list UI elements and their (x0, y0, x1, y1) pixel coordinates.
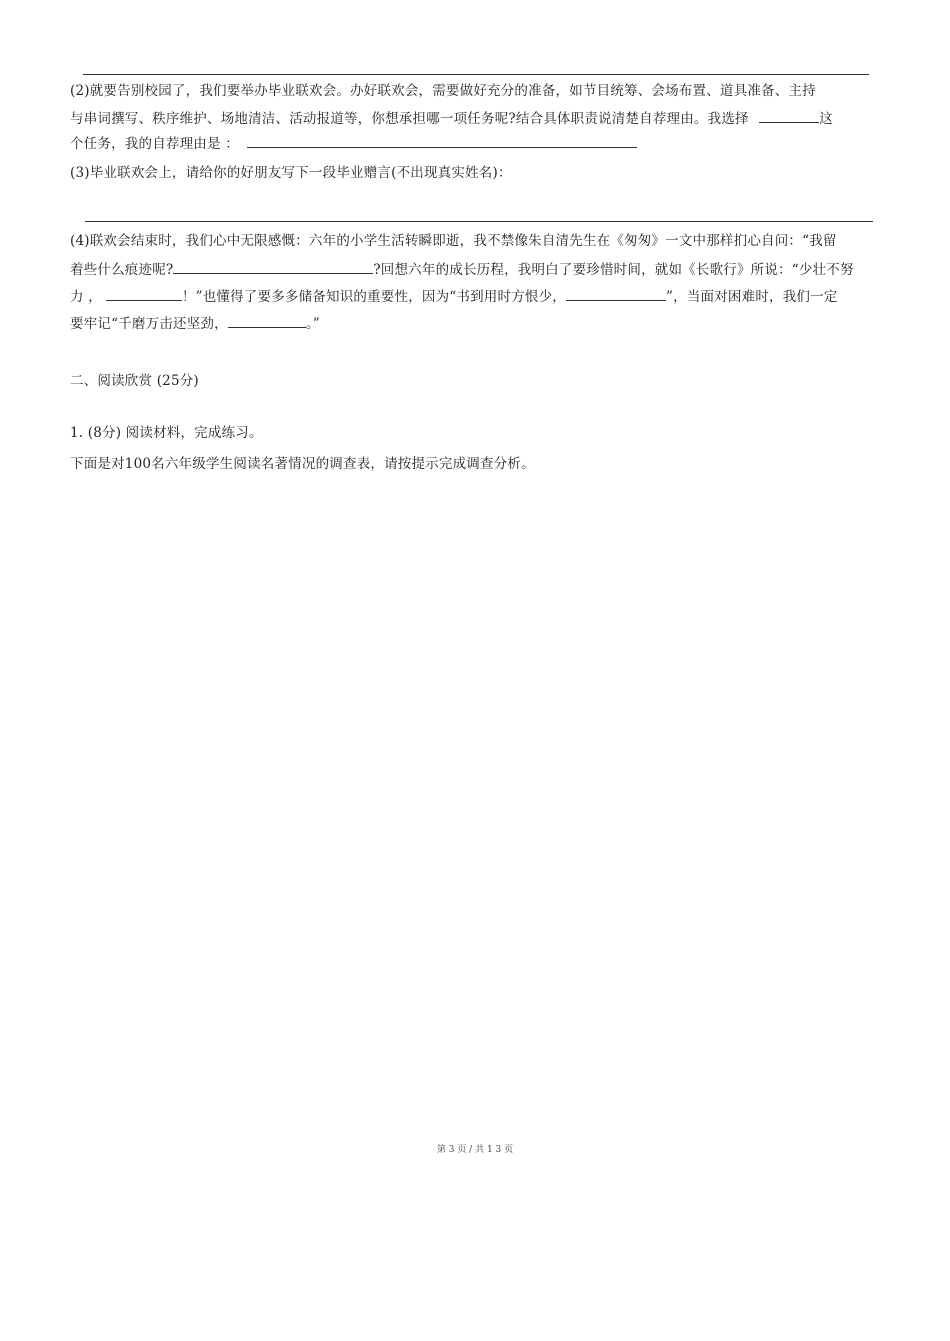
q3-line-1: (3)毕业联欢会上，请给你的好朋友写下一段毕业赠言(不出现真实姓名)： (70, 165, 512, 181)
q4-line-3-end: ”，当面对困难时，我们一定 (666, 289, 838, 305)
q2-line-2 (70, 108, 833, 128)
q4-line-1: (4)联欢会结束时，我们心中无限感慨：六年的小学生活转瞬即逝，我不禁像朱自清先生在《匆匆》一文中那样扪心自问：“我留 (70, 233, 837, 249)
q4-line-3-start: 力 ， (70, 289, 102, 305)
answer-blank-reason[interactable] (247, 133, 637, 148)
page-footer: 第 3 页 / 共 1 3 页 (436, 1145, 514, 1155)
answer-line-top (83, 74, 869, 75)
q2-line-2-text: 与串词撰写、秩序维护、场地清洁、活动报道等，你想承担哪一项任务呢?结合具体职责说清楚自荐理由。我选择 (70, 111, 749, 127)
answer-blank-books[interactable] (566, 286, 666, 301)
q4-line-4 (70, 313, 320, 333)
q2-line-3 (70, 133, 637, 153)
item-1-title: 1. (8分) 阅读材料，完成练习。 (70, 425, 263, 441)
q2-line-1: (2)就要告别校园了，我们要举办毕业联欢会。办好联欢会，需要做好充分的准备，如节目统筹、会场布置、道具准备、主持 (70, 83, 816, 99)
q4-line-3 (70, 286, 838, 306)
section-2-heading: 二、阅读欣赏 (25分) (70, 373, 199, 389)
q4-line-2-mid: ?回想六年的成长历程，我明白了要珍惜时间，就如《长歌行》所说：“少壮不努 (373, 262, 854, 278)
answer-blank-task[interactable] (759, 108, 819, 123)
answer-blank-bamboo[interactable] (228, 313, 306, 328)
q4-line-4-end: 。” (305, 316, 320, 332)
q2-line-3-text: 个任务，我的自荐理由是 ： (70, 136, 239, 152)
q4-line-4-start: 要牢记“千磨万击还坚劲， (70, 316, 228, 332)
answer-blank-poem[interactable] (106, 286, 182, 301)
answer-blank-traces[interactable] (173, 259, 373, 274)
item-1-description: 下面是对100名六年级学生阅读名著情况的调查表，请按提示完成调查分析。 (70, 456, 535, 472)
q4-line-2 (70, 259, 854, 279)
q2-line-2-end: 这 (819, 111, 833, 127)
answer-line-message[interactable] (85, 221, 873, 222)
q4-line-3-mid: ！”也懂得了要多多储备知识的重要性，因为“书到用时方恨少， (181, 289, 567, 305)
q4-line-2-start: 着些什么痕迹呢? (70, 262, 174, 278)
